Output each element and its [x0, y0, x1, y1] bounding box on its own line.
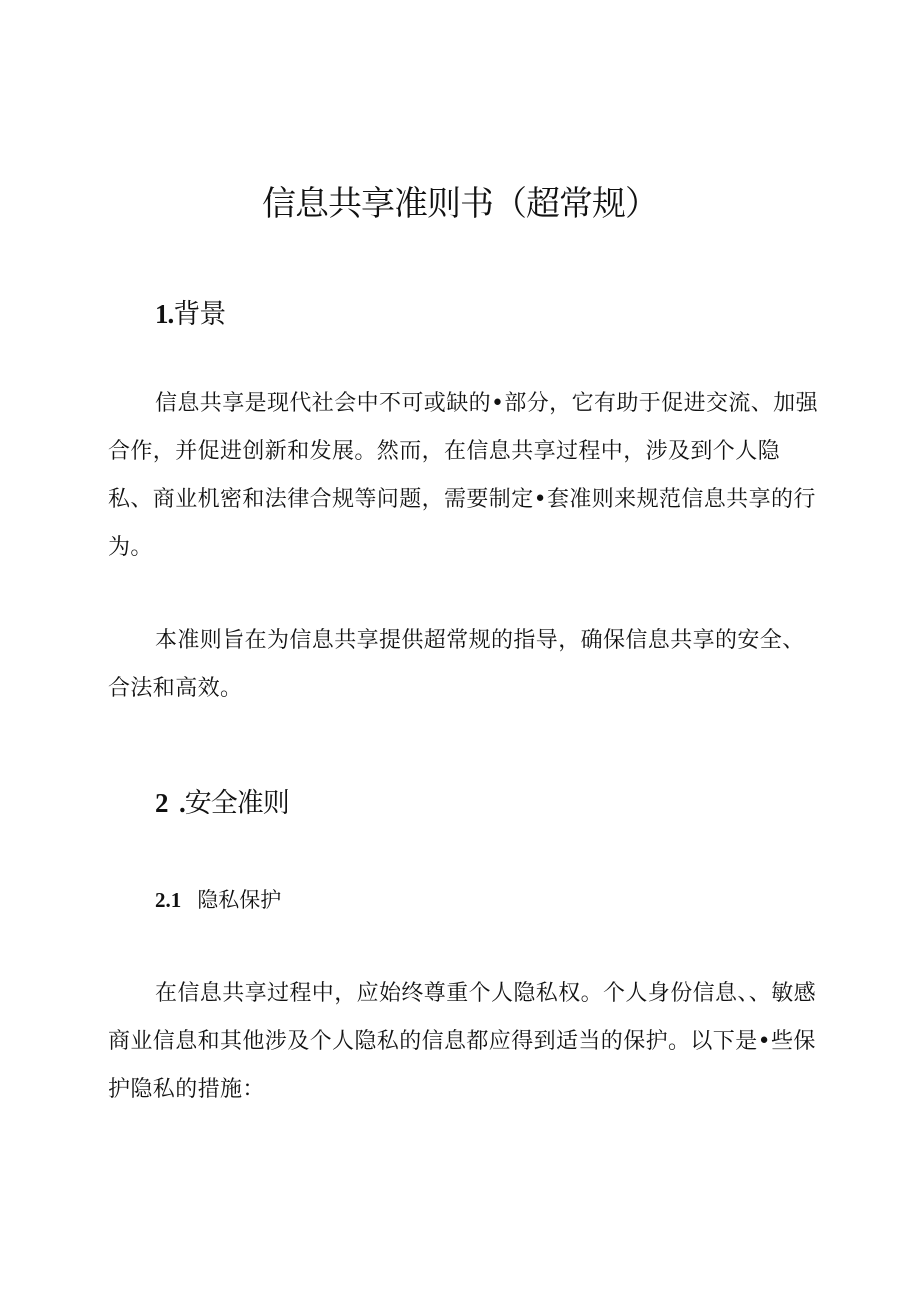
section-number: 2 . [155, 788, 185, 818]
section-heading-security [155, 781, 289, 820]
paragraph-privacy-intro: 在信息共享过程中，应始终尊重个人隐私权。个人身份信息、、敏感商业信息和其他涉及个人隐私的信息都应得到适当的保护。以下是•些保护隐私的措施： [108, 981, 817, 1102]
paragraph-background-intro: 信息共享是现代社会中不可或缺的•部分，它有助于促进交流、加强合作，并促进创新和发展。然而，在信息共享过程中，涉及到个人隐私、商业机密和法律合规等问题，需要制定•套准则来规范信息共享的行为。 [108, 391, 818, 560]
section-heading-background [155, 292, 225, 331]
subsection-heading-privacy [155, 884, 281, 914]
subsection-title: 隐私保护 [197, 888, 282, 912]
section-number: 1. [155, 299, 174, 329]
subsection-number: 2.1 [155, 888, 182, 912]
section-title: 安全准则 [184, 788, 289, 819]
paragraph-background-purpose: 本准则旨在为信息共享提供超常规的指导，确保信息共享的安全、合法和高效。 [108, 628, 805, 701]
section-title: 背景 [173, 299, 226, 330]
document-title: 信息共享准则书（超常规） [262, 184, 658, 224]
